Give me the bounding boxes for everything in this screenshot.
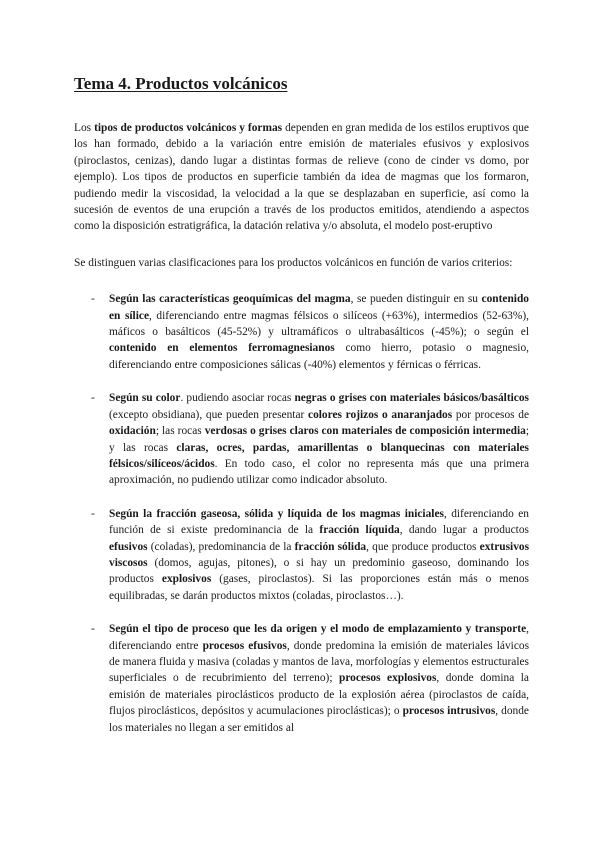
criteria-text: Según el tipo de proceso que les da origen y el modo de emplazamiento y transporte, diferenciando entre procesos efusivos, donde predomina la emisión de materiales lávicos de manera fluida y masiva (coladas y mantos de lava, morfologías y elementos estructurales superficiales o de recubrimiento del terreno); procesos explosivos, donde domina la emisión de materiales piroclásticos producto de la explosión aérea (piroclastos de caída, flujos piroclásticos, depósitos y acumulaciones piroclásticas); o procesos intrusivos, donde los materiales no llegan a ser emitidos al — [109, 623, 530, 734]
bold-term: tipos de productos volcánicos y formas — [94, 122, 283, 134]
bullet-dash: - — [91, 293, 95, 306]
bold-term: Según el tipo de proceso que les da origen y el modo de emplazamiento y transporte — [109, 623, 527, 636]
criteria-text: Según las características geoquímicas del magma, se pueden distinguir en su contenido en sílice, diferenciando entre magmas félsicos o silíceos (+63%), intermedios (52-63%), máficos o basálticos (45-52%) y ultramáficos o ultrabasálticos (-45%); o según el contenido en elementos ferromagnesianos como hierro, potasio o magnesio, diferenciando entre composiciones sálicas (-40%) elementos y férnicas o férricas. — [109, 293, 529, 371]
bold-term: procesos intrusivos — [402, 705, 496, 718]
bold-term: oxidación — [109, 425, 156, 438]
page-title: Tema 4. Productos volcánicos — [74, 74, 288, 93]
bold-term: contenido en elementos ferromagnesianos — [109, 342, 335, 355]
criteria-list-item — [74, 291, 529, 373]
criteria-list-item — [74, 506, 529, 604]
bold-term: claras, ocres, pardas, amarillentas o blanquecinas con materiales félsicos/silíceos/ácidos — [109, 441, 529, 470]
criteria-list — [74, 291, 529, 736]
bold-term: efusivos — [109, 540, 148, 553]
criteria-intro-paragraph: Se distinguen varias clasificaciones para los productos volcánicos en función de varios criterios: — [74, 256, 513, 269]
bold-term: colores rojizos o anaranjados — [308, 408, 453, 421]
criteria-text: Según su color. pudiendo asociar rocas negras o grises con materiales básicos/basálticos (excepto obsidiana), que pueden presentar colores rojizos o anaranjados por procesos de oxidación; las rocas verdosas o grises claros con materiales de composición intermedia; y las rocas claras, ocres, pardas, amarillentas o blanquecinas con materiales félsicos/silíceos/ácidos. En todo caso, el color no representa más que una primera aproximación, no pudiendo utilizar como indicador absoluto. — [109, 392, 530, 487]
bold-term: extrusivos viscosos — [109, 540, 530, 569]
bold-term: explosivos — [161, 573, 212, 586]
bullet-dash: - — [91, 392, 95, 405]
bold-term: Según las características geoquímicas del magma — [109, 293, 351, 306]
bullet-dash: - — [91, 507, 95, 520]
bold-term: procesos explosivos — [339, 672, 437, 685]
bold-term: fracción líquida — [319, 524, 400, 537]
bullet-dash: - — [91, 623, 95, 636]
criteria-list-item — [74, 621, 529, 736]
bold-term: Según la fracción gaseosa, sólida y líquida de los magmas iniciales — [109, 507, 444, 520]
bold-term: contenido en sílice — [109, 293, 529, 322]
bold-term: negras o grises con materiales básicos/basálticos — [294, 392, 529, 405]
bold-term: fracción sólida — [294, 540, 367, 553]
bold-term: Según su color — [109, 392, 181, 405]
bold-term: verdosas o grises claros con materiales de composición intermedia — [204, 425, 526, 438]
criteria-text: Según la fracción gaseosa, sólida y líquida de los magmas iniciales, diferenciando en función de si existe predominancia de la fracción líquida, dando lugar a productos efusivos (coladas), predominancia de la fracción sólida, que produce productos extrusivos viscosos (domos, agujas, pitones), o si hay un predominio gaseoso, dominando los productos explosivos (gases, piroclastos). Si las proporciones están más o menos equilibradas, se darán productos mixtos (coladas, piroclastos…). — [109, 507, 530, 602]
bold-term: procesos efusivos — [202, 639, 287, 652]
criteria-list-item — [74, 390, 529, 488]
intro-paragraph: Los tipos de productos volcánicos y formas dependen en gran medida de los estilos eruptivos que los han formado, debido a la variación entre emisión de materiales efusivos y explosivos (piroclastos, cenizas), dando lugar a distintas formas de relieve (cono de cinder vs domo, por ejemplo). Los tipos de productos en superficie también da idea de magmas que los formaron, pudiendo medir la viscosidad, la velocidad a la que se desplazaban en superficie, así como la sucesión de eventos de una erupción a través de los productos emitidos, atendiendo a aspectos como la disposición estratigráfica, la datación relativa y/o absoluta, el modelo post-eruptivo — [74, 122, 529, 233]
